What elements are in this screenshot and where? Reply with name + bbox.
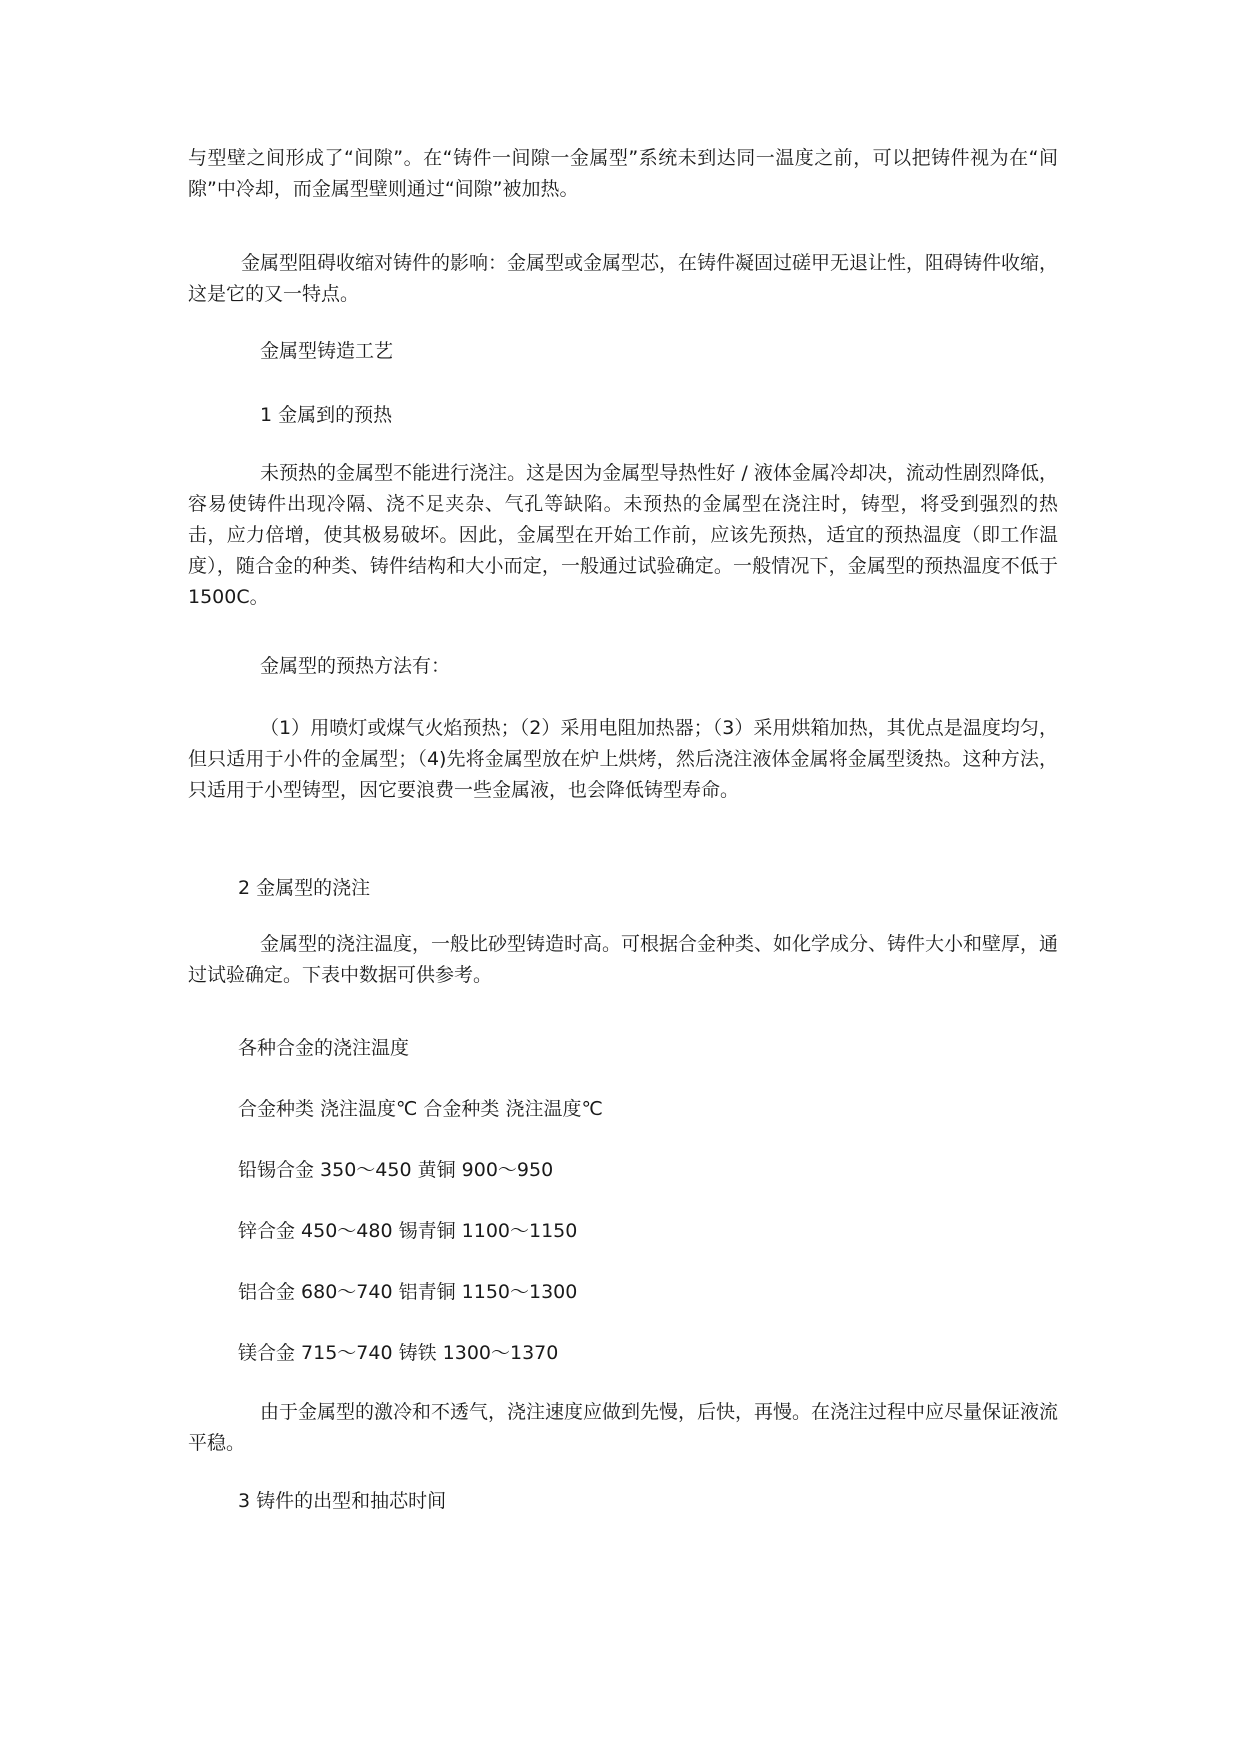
section-heading-preheating: 1 金属到的预热 <box>260 404 393 426</box>
paragraph-preheating-methods: （1）用喷灯或煤气火焰预热；（2）采用电阻加热器；（3）采用烘箱加热，其优点是温度均匀，但只适用于小件的金属型；（4)先将金属型放在炉上烘烤，然后浇注液体金属将金属型烫热。这种方法，只适用于小型铸型，因它要浪费一些金属液，也会降低铸型寿命。 <box>188 717 1058 801</box>
paragraph-pouring-temperature: 金属型的浇注温度，一般比砂型铸造时高。可根据合金种类、如化学成分、铸件大小和壁厚，通过试验确定。下表中数据可供参考。 <box>188 933 1059 986</box>
paragraph-preheating-methods-intro: 金属型的预热方法有： <box>260 655 451 677</box>
table-title: 各种合金的浇注温度 <box>238 1037 410 1059</box>
section-heading-pouring: 2 金属型的浇注 <box>238 877 371 899</box>
table-row: 锌合金 450～480 锡青铜 1100～1150 <box>238 1220 578 1242</box>
table-row: 镁合金 715～740 铸铁 1300～1370 <box>238 1342 559 1364</box>
paragraph-preheating: 未预热的金属型不能进行浇注。这是因为金属型导热性好 / 液体金属冷却决，流动性剧烈降低，容易使铸件出现冷隔、浇不足夹杂、气孔等缺陷。未预热的金属型在浇注时，铸型，将受到强烈的热击，应力倍增，使其极易破坏。因此，金属型在开始工作前，应该先预热，适宜的预热温度（即工作温度），随合金的种类、铸件结构和大小而定，一般通过试验确定。一般情况下，金属型的预热温度不低于 1500C。 <box>188 462 1058 608</box>
section-heading-process: 金属型铸造工艺 <box>260 340 394 362</box>
table-row: 铅锡合金 350～450 黄铜 900～950 <box>238 1159 554 1181</box>
paragraph-shrinkage-resistance: 金属型阻碍收缩对铸件的影响：金属型或金属型芯，在铸件凝固过磋甲无退让性，阻碍铸件收缩，这是它的又一特点。 <box>188 252 1059 305</box>
paragraph-gap-cooling: 与型壁之间形成了“间隙”。在“铸件一间隙一金属型”系统未到达同一温度之前，可以把铸件视为在“间隙”中冷却，而金属型壁则通过“间隙”被加热。 <box>188 147 1058 200</box>
section-heading-ejection: 3 铸件的出型和抽芯时间 <box>238 1490 447 1512</box>
table-row: 铝合金 680～740 铝青铜 1150～1300 <box>238 1281 578 1303</box>
paragraph-pouring-speed: 由于金属型的激冷和不透气，浇注速度应做到先慢，后快，再慢。在浇注过程中应尽量保证液流平稳。 <box>188 1401 1059 1454</box>
table-header: 合金种类 浇注温度℃ 合金种类 浇注温度℃ <box>238 1098 603 1120</box>
